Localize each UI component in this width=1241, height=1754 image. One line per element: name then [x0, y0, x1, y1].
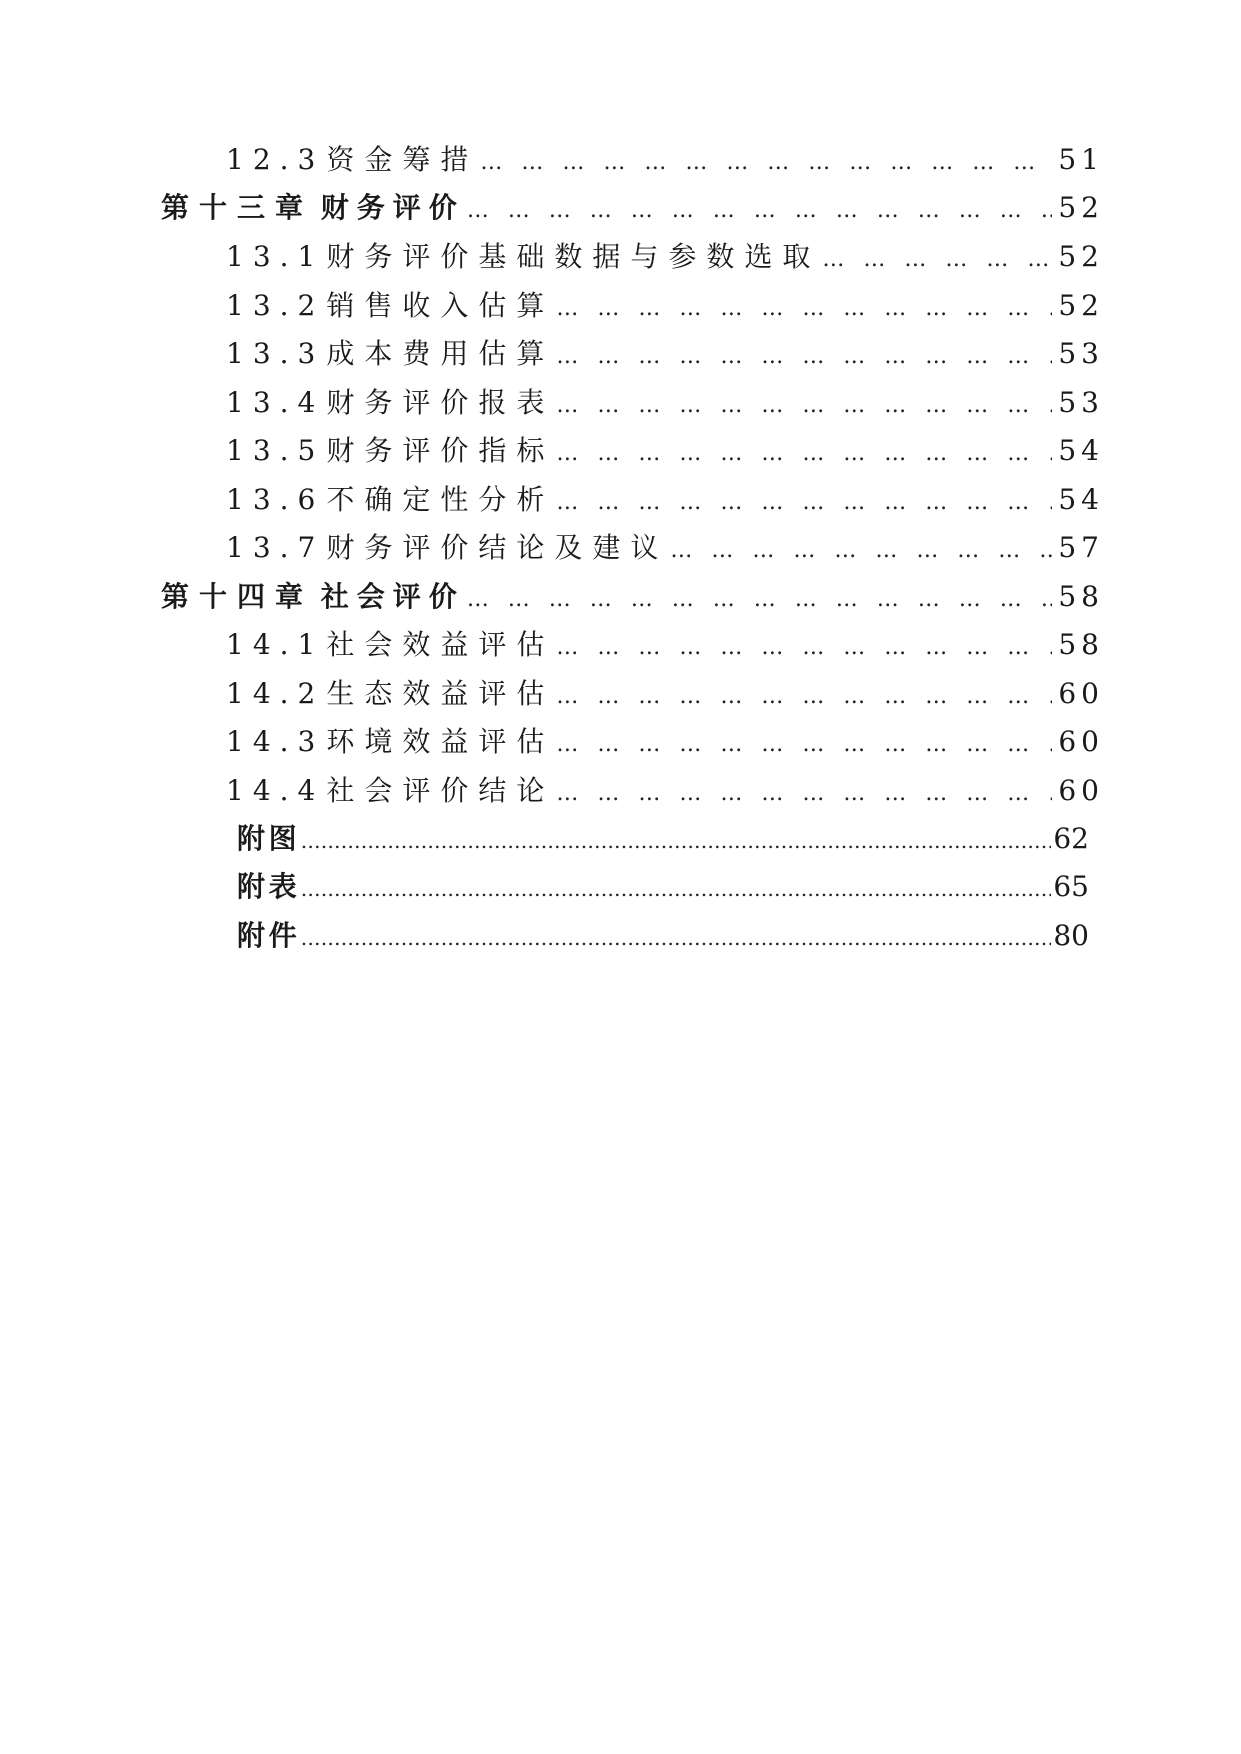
page-number: 54: [1058, 483, 1104, 516]
section-title: 社会评价结论: [326, 774, 555, 807]
chapter-label: 第十四章: [161, 580, 314, 613]
section-number: 13.4: [226, 386, 325, 419]
toc-entry-14-1[interactable]: [226, 625, 1104, 665]
page-number: 52: [1058, 240, 1104, 273]
page-number: 62: [1053, 822, 1089, 855]
section-title: 财务评价指标: [326, 434, 555, 467]
chapter-label: 第十三章: [161, 191, 314, 224]
section-title: 不确定性分析: [326, 483, 555, 516]
dot-leader: [670, 531, 1052, 571]
section-number: 12.3: [226, 143, 325, 176]
toc-chapter-13[interactable]: [161, 188, 1104, 228]
page-number: 53: [1058, 386, 1104, 419]
toc-entry-14-4[interactable]: [226, 771, 1104, 811]
dot-leader: [556, 725, 1052, 765]
dot-leader: [301, 918, 1052, 958]
section-title: 财务评价报表: [326, 386, 555, 419]
appendix-label: 附 图: [237, 822, 297, 855]
toc-appendix-documents[interactable]: [237, 916, 1089, 956]
section-number: 14.2: [226, 677, 325, 710]
dot-leader: [556, 337, 1052, 377]
page-number: 60: [1058, 774, 1104, 807]
dot-leader: [822, 240, 1052, 280]
section-number: 13.7: [226, 531, 325, 564]
dot-leader: [556, 483, 1052, 523]
section-number: 14.1: [226, 628, 325, 661]
dot-leader: [467, 191, 1053, 231]
page-number: 52: [1058, 289, 1104, 322]
toc-entry-13-7[interactable]: [226, 528, 1104, 568]
appendix-label: 附 表: [237, 870, 297, 903]
toc-entry-13-6[interactable]: [226, 480, 1104, 520]
toc-entry-13-2[interactable]: [226, 286, 1104, 326]
page-number: 58: [1058, 580, 1104, 613]
chapter-title: 社会评价: [320, 580, 465, 613]
section-title: 环境效益评估: [326, 725, 555, 758]
section-number: 14.3: [226, 725, 325, 758]
page-number: 65: [1053, 870, 1089, 903]
dot-leader: [556, 386, 1052, 426]
section-number: 14.4: [226, 774, 325, 807]
page-number: 57: [1058, 531, 1104, 564]
section-title: 资金筹措: [326, 143, 479, 176]
section-number: 13.5: [226, 434, 325, 467]
page-number: 51: [1058, 143, 1104, 176]
page-number: 60: [1058, 725, 1104, 758]
dot-leader: [480, 143, 1052, 183]
appendix-label: 附 件: [237, 919, 297, 952]
page-number: 60: [1058, 677, 1104, 710]
toc-entry-13-1[interactable]: [226, 237, 1104, 277]
toc-entry-13-4[interactable]: [226, 383, 1104, 423]
section-title: 社会效益评估: [326, 628, 555, 661]
dot-leader: [556, 677, 1052, 717]
toc-appendix-figures[interactable]: [237, 819, 1089, 859]
section-number: 13.3: [226, 337, 325, 370]
chapter-title: 财务评价: [320, 191, 465, 224]
page-number: 58: [1058, 628, 1104, 661]
dot-leader: [556, 774, 1052, 814]
section-title: 财务评价结论及建议: [326, 531, 669, 564]
toc-entry-13-5[interactable]: [226, 431, 1104, 471]
section-number: 13.1: [226, 240, 325, 273]
toc-appendix-tables[interactable]: [237, 867, 1089, 907]
dot-leader: [467, 580, 1053, 620]
toc-chapter-14[interactable]: [161, 577, 1104, 617]
section-title: 成本费用估算: [326, 337, 555, 370]
dot-leader: [301, 869, 1052, 909]
section-title: 财务评价基础数据与参数选取: [326, 240, 821, 273]
section-title: 生态效益评估: [326, 677, 555, 710]
page-number: 52: [1058, 191, 1104, 224]
dot-leader: [556, 628, 1052, 668]
dot-leader: [556, 434, 1052, 474]
dot-leader: [556, 289, 1052, 329]
page-number: 53: [1058, 337, 1104, 370]
toc-entry-14-3[interactable]: [226, 722, 1104, 762]
dot-leader: [301, 821, 1052, 861]
page-number: 80: [1053, 919, 1089, 952]
section-title: 销售收入估算: [326, 289, 555, 322]
toc-entry-13-3[interactable]: [226, 334, 1104, 374]
toc-entry-14-2[interactable]: [226, 674, 1104, 714]
section-number: 13.2: [226, 289, 325, 322]
toc-entry-12-3[interactable]: [226, 140, 1104, 180]
page-number: 54: [1058, 434, 1104, 467]
section-number: 13.6: [226, 483, 325, 516]
